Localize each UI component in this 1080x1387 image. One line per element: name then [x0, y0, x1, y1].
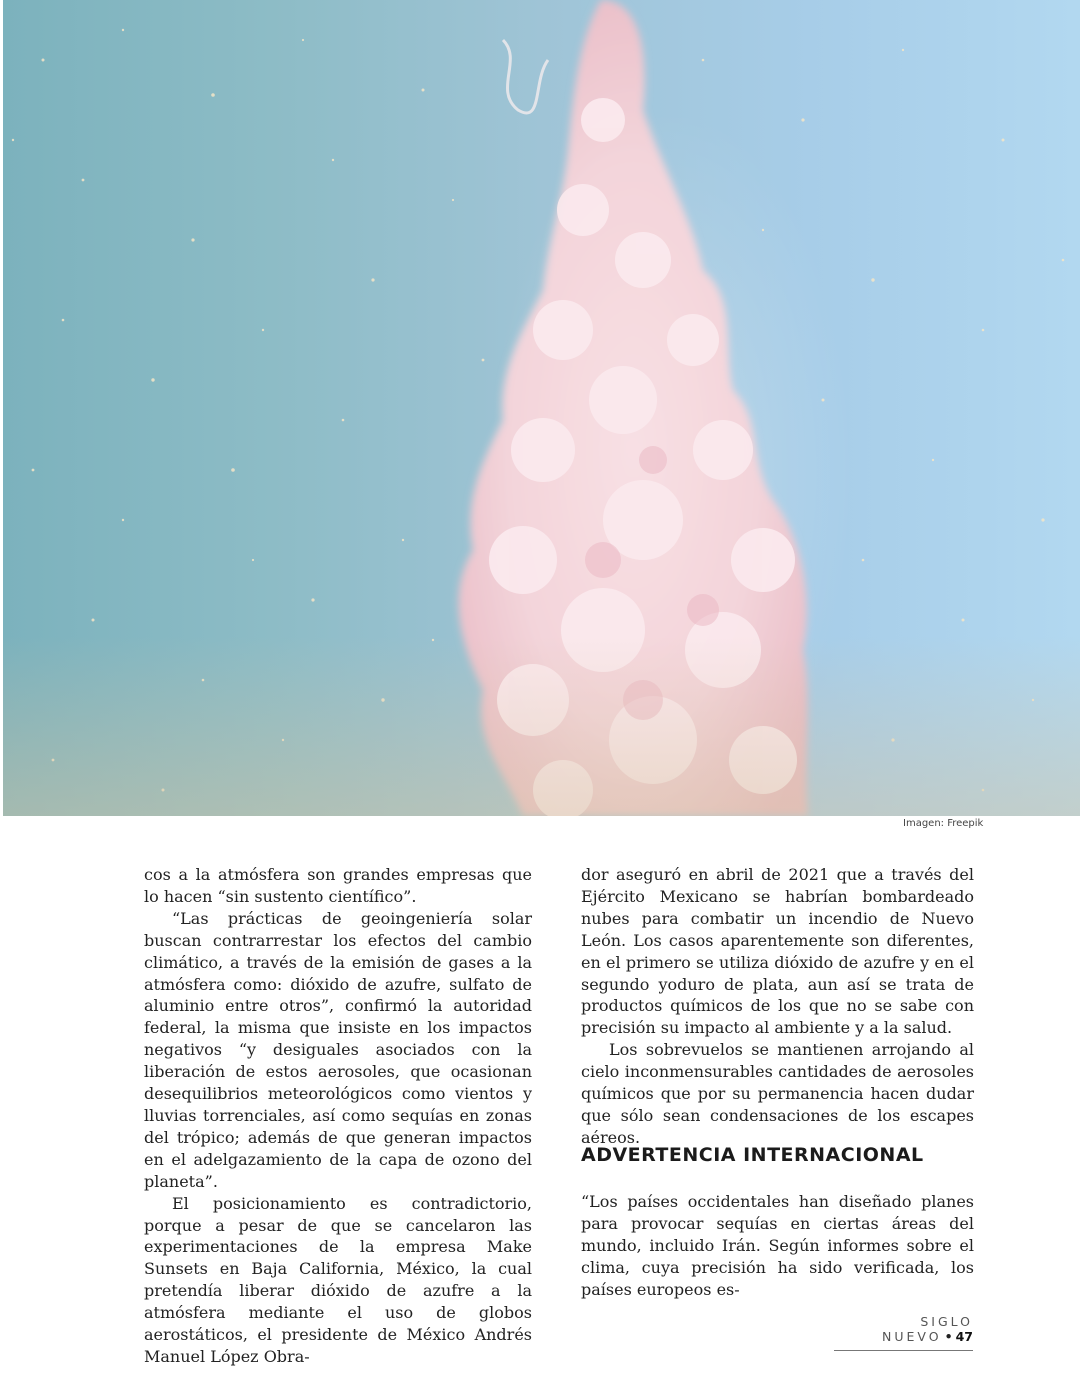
section-body	[581, 1191, 974, 1301]
paragraph: “Los países occidentales han diseñado planes para provocar sequías en ciertas áreas del mundo, incluido Irán. Según informes sobre el clima, cuya precisión ha sido verificada, los países europeos es-	[581, 1192, 974, 1299]
paragraph: “Las prácticas de geoingeniería solar buscan contrarrestar los efectos del cambio climático, a través de la emisión de gases a la atmósfera como: dióxido de azufre, sulfato de aluminio entre otros”, confirmó la autoridad federal, la misma que insiste en los impactos negativos “y desiguales asociados con la liberación de estos aerosoles, que ocasionan desequilibrios meteorológicos como vientos y lluvias torrenciales, así como sequías en zonas del trópico; además de que generan impactos en el adelgazamiento de la capa de ozono del planeta”.	[144, 908, 532, 1191]
article-column-left	[144, 864, 532, 1368]
paragraph: cos a la atmósfera son grandes empresas que lo hacen “sin sustento científico”.	[144, 865, 532, 906]
page-number: 47	[955, 1329, 973, 1344]
article-column-right	[581, 864, 974, 1149]
hero-image	[3, 0, 1080, 816]
section-heading: ADVERTENCIA INTERNACIONAL	[581, 1144, 924, 1166]
publication-name: SIGLO NUEVO	[882, 1314, 973, 1344]
pink-smoke-plume-illustration	[3, 0, 1080, 816]
footer-separator: •	[944, 1329, 953, 1344]
image-credit: Imagen: Freepik	[903, 818, 984, 829]
page-footer	[834, 1314, 973, 1351]
paragraph: El posicionamiento es contradictorio, porque a pesar de que se cancelaron las experimentaciones de la empresa Make Sunsets en Baja California, México, la cual pretendía liberar dióxido de azufre a la atmósfera mediante el uso de globos aerostáticos, el presidente de México Andrés Manuel López Obra-	[144, 1193, 532, 1366]
paragraph: dor aseguró en abril de 2021 que a través del Ejército Mexicano se habrían bombardeado nubes para combatir un incendio de Nuevo León. Los casos aparentemente son diferentes, en el primero se utiliza dióxido de azufre y en el segundo yoduro de plata, aun así se trata de productos químicos de los que no se sabe con precisión su impacto al ambiente y a la salud.	[581, 865, 974, 1038]
paragraph: Los sobrevuelos se mantienen arrojando al cielo inconmensurables cantidades de aerosoles químicos que por su permanencia hacen dudar que sólo sean condensaciones de los escapes aéreos.	[581, 1040, 974, 1147]
